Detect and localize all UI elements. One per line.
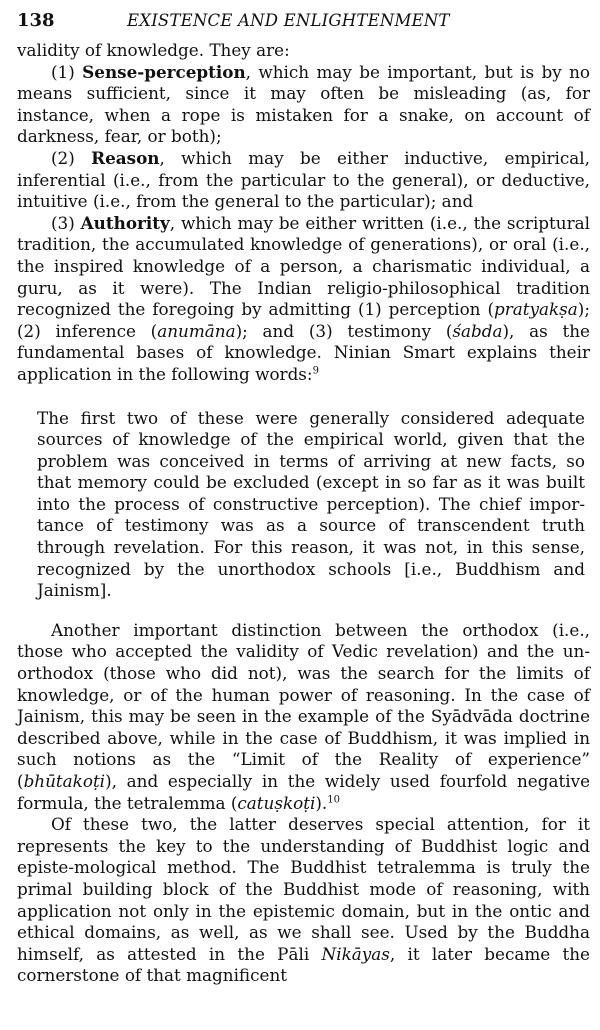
footnote-ref-9: 9: [312, 365, 319, 377]
paragraph-text: ).: [315, 792, 328, 813]
item-text-cont: ); (2) inference (: [17, 299, 590, 341]
item-text: , which may be important, but is by no means sufficient, since it may often be misleading (as, for instance, when a rope is mistaken for a snake, on account of darkness, fear, or both);: [17, 61, 590, 147]
list-item-reason: [17, 148, 590, 213]
term-anumana: anumāna: [157, 320, 236, 341]
item-number: (1): [51, 61, 75, 82]
list-item-authority: [17, 213, 590, 386]
intro-line: validity of knowledge. They are:: [17, 40, 290, 60]
item-text-cont: ); and (3) testimony (: [235, 320, 453, 341]
item-text-cont: ), as the fundamental bases of knowledge. Ninian Smart explains their application in the following words:: [17, 320, 590, 384]
term-pratyaksa: pratyakṣa: [494, 299, 578, 320]
paragraph-orthodox-distinction: [17, 620, 590, 814]
term-bhutakoti: bhūtakoṭi: [23, 771, 106, 791]
page-number: 138: [17, 10, 55, 31]
footnote-ref-10: 10: [327, 794, 340, 805]
item-text: , which may be either inductive, empirical, inferential (i.e., from the particular to the general), or deductive, intuitive (i.e., from the general to the particular); and: [17, 147, 590, 212]
item-term: Reason: [91, 147, 160, 168]
item-number: (3): [51, 212, 75, 233]
running-title: EXISTENCE AND ENLIGHTENMENT: [127, 11, 450, 30]
block-quote: The first two of these were generally considered adequate sources of knowledge of the empirical world, given that the problem was conceived in terms of arriving at new facts, so that memory could be excluded (except in so far as it was built into the process of constructive perception). The chief impor-tance of testimony was as a source of transcendent truth through revelation. For this reason, it was not, in this sense, recognized by the unorthodox schools [i.e., Buddhism and Jainism].: [37, 407, 585, 601]
item-term: Sense-perception: [82, 61, 246, 82]
term-nikayas: Nikāyas: [321, 943, 390, 964]
term-sabda: śabda: [452, 320, 503, 341]
paragraph-text: Another important distinction between the orthodox (i.e., those who accepted the validity of Vedic revelation) and the un-orthodox (those who did not), was the search for the limits of knowledge, or of the human power of reasoning. In the case of Jainism, this may be seen in the example of the Syādvāda doctrine described above, while in the case of Buddhism, it was implied in such notions as the “Limit of the Reality of experience” (: [17, 619, 590, 791]
list-item-sense-perception: [17, 62, 590, 148]
term-catuskoti: catuṣkoṭi: [237, 792, 316, 813]
paragraph-text: ), and especially in the widely used fourfold negative formula, the tetralemma (: [17, 771, 590, 813]
paragraph-text: Of these two, the latter deserves special attention, for it represents the key to the understanding of Buddhist logic and episte-mological method. The Buddhist tetralemma is truly the primal building block of the Buddhist mode of reasoning, with application not only in the epistemic domain, but in the ontic and ethical domains, as well, as we shall see. Used by the Buddha himself, as attested in the Pāli: [17, 814, 590, 964]
item-term: Authority: [80, 212, 170, 233]
item-number: (2): [51, 147, 75, 168]
paragraph-tetralemma: [17, 814, 590, 987]
item-text: , which may be either written (i.e., the scriptural tradition, the accumulated knowledge of generations), or oral (i.e., the inspired knowledge of a person, a charismatic individual, a guru, as it were). The Indian religio-philosophical tradition recognized the foregoing by admitting (1) perception (: [17, 212, 590, 320]
page-header: [17, 10, 590, 40]
paragraph-text: , it later became the cornerstone of that magnificent: [17, 943, 590, 986]
body-text: [17, 40, 590, 987]
